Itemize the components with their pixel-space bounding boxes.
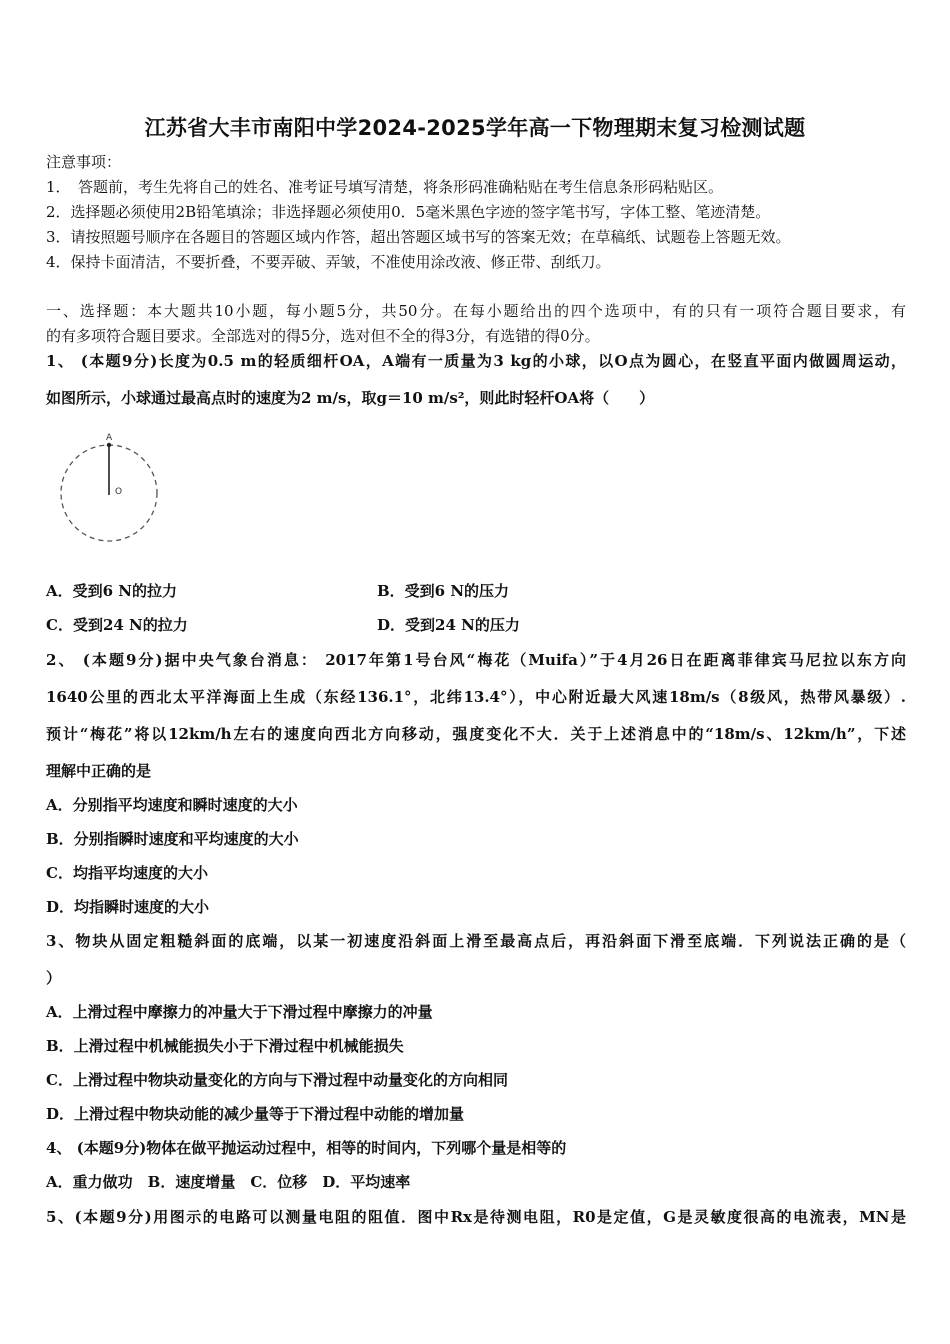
label-o: O [115, 487, 123, 497]
question-1-line-1: 1、 (本题9分)长度为0.5 m的轻质细杆OA，A端有一质量为3 kg的小球，以O点为圆心，在竖直平面内做圆周运动， [46, 352, 906, 370]
section-intro-line-1: 一、选择题：本大题共10小题，每小题5分，共50分。在每小题给出的四个选项中，有的只有一项符合题目要求，有 [46, 302, 906, 320]
question-3-option-c: C．上滑过程中物块动量变化的方向与下滑过程中动量变化的方向相同 [46, 1071, 508, 1089]
question-5-line-1: 5、(本题9分)用图示的电路可以测量电阻的阻值．图中Rx是待测电阻，R0是定值，G是灵敏度很高的电流表，MN是 [46, 1208, 906, 1226]
ball-a [107, 443, 111, 447]
question-2-line-1: 2、 (本题9分)据中央气象台消息： 2017年第1号台风“梅花（Muifa）”于4月26日在距离菲律宾马尼拉以东方向 [46, 651, 906, 669]
question-4-options: A．重力做功 B．速度增量 C．位移 D．平均速率 [46, 1173, 411, 1191]
circular-motion-figure [56, 428, 166, 552]
question-4-line-1: 4、 (本题9分)物体在做平抛运动过程中，相等的时间内，下列哪个量是相等的 [46, 1139, 567, 1157]
page-title: 江苏省大丰市南阳中学2024-2025学年高一下物理期末复习检测试题 [144, 116, 806, 140]
question-3-option-a: A．上滑过程中摩擦力的冲量大于下滑过程中摩擦力的冲量 [46, 1003, 433, 1021]
question-1-option-c: C．受到24 N的拉力 [46, 616, 188, 634]
notice-item-3: 3．请按照题号顺序在各题目的答题区域内作答，超出答题区域书写的答案无效；在草稿纸、试题卷上答题无效。 [46, 228, 791, 246]
notice-item-1: 1． 答题前，考生先将自己的姓名、准考证号填写清楚，将条形码准确粘贴在考生信息条形码粘贴区。 [46, 178, 724, 196]
question-2-option-b: B．分别指瞬时速度和平均速度的大小 [46, 830, 299, 848]
question-1-option-b: B．受到6 N的压力 [377, 582, 510, 600]
question-3-option-d: D．上滑过程中物块动能的减少量等于下滑过程中动能的增加量 [46, 1105, 465, 1123]
label-a: A [106, 433, 113, 443]
question-2-option-d: D．均指瞬时速度的大小 [46, 898, 210, 916]
question-2-option-c: C．均指平均速度的大小 [46, 864, 208, 882]
question-3-option-b: B．上滑过程中机械能损失小于下滑过程中机械能损失 [46, 1037, 404, 1055]
question-1-line-2: 如图所示，小球通过最高点时的速度为2 m/s，取g＝10 m/s²，则此时轻杆OA将（ ） [46, 389, 655, 407]
question-2-line-4: 理解中正确的是 [46, 762, 152, 780]
question-1-option-d: D．受到24 N的压力 [377, 616, 520, 634]
question-3-line-1: 3、物块从固定粗糙斜面的底端，以某一初速度沿斜面上滑至最高点后，再沿斜面下滑至底端．下列说法正确的是（ [46, 932, 906, 950]
question-2-line-3: 预计“梅花”将以12km/h左右的速度向西北方向移动，强度变化不大．关于上述消息中的“18m/s、12km/h”，下述 [46, 725, 906, 743]
question-2-line-2: 1640公里的西北太平洋海面上生成（东经136.1°，北纬13.4°），中心附近最大风速18m/s（8级风，热带风暴级）. [46, 688, 906, 706]
section-intro-line-2: 的有多项符合题目要求。全部选对的得5分，选对但不全的得3分，有选错的得0分。 [46, 327, 600, 345]
notice-item-2: 2．选择题必须使用2B铅笔填涂；非选择题必须使用0．5毫米黑色字迹的签字笔书写，字体工整、笔迹清楚。 [46, 203, 771, 221]
question-1-option-a: A．受到6 N的拉力 [46, 582, 178, 600]
notice-heading: 注意事项： [46, 153, 122, 171]
question-3-line-2: ） [46, 969, 62, 987]
question-2-option-a: A．分别指平均速度和瞬时速度的大小 [46, 796, 298, 814]
notice-item-4: 4．保持卡面清洁，不要折叠，不要弄破、弄皱，不准使用涂改液、修正带、刮纸刀。 [46, 253, 611, 271]
